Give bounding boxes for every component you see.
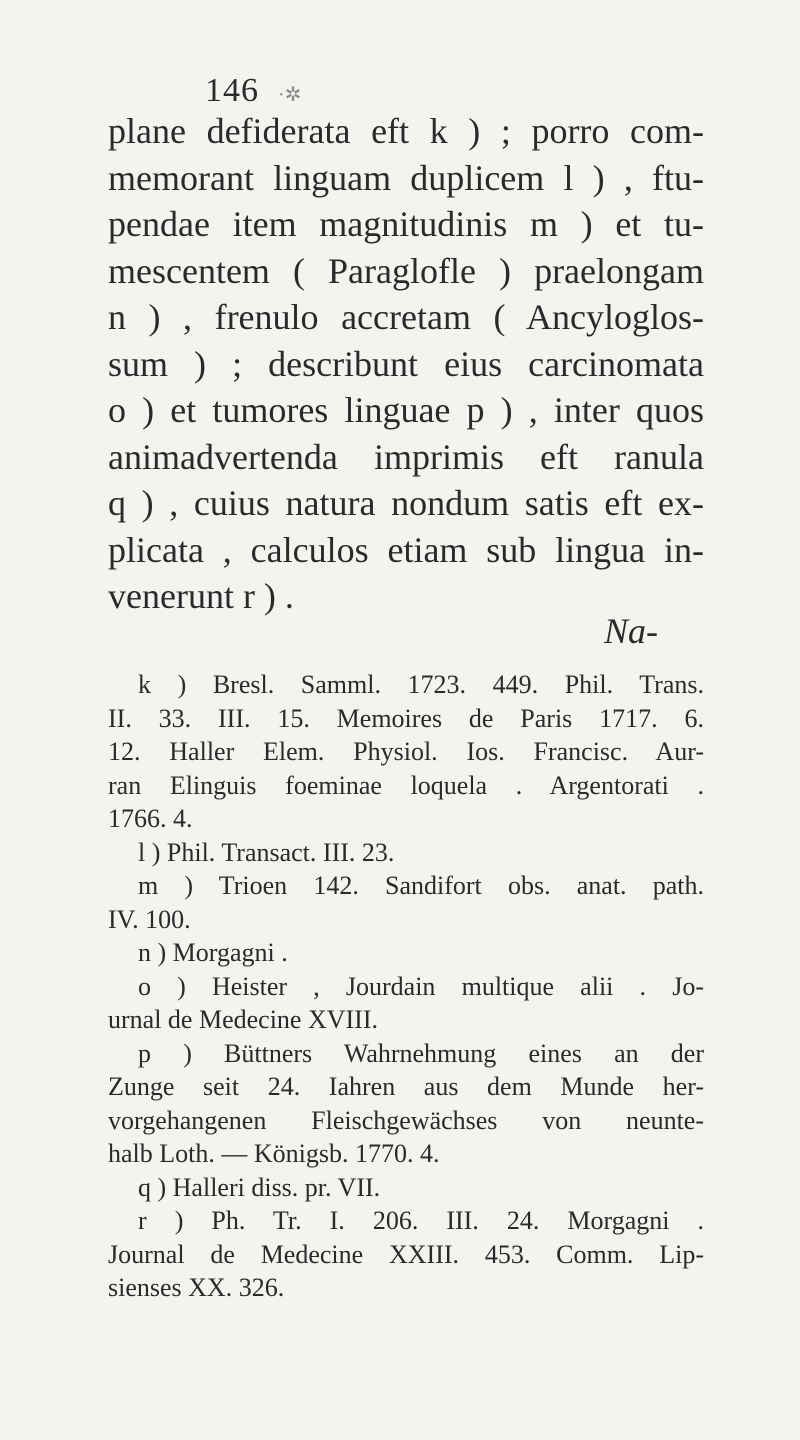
footnote-line: urnal de Medecine XVIII. [108, 1005, 378, 1034]
main-text [108, 108, 704, 620]
footnote-line: 12. Haller Elem. Physiol. Ios. Francisc. Aur- [108, 737, 704, 766]
text-line: n ) , frenulo accretam ( Ancyloglos- [108, 297, 704, 337]
footnote-line: m ) Trioen 142. Sandifort obs. anat. path. [138, 871, 704, 900]
text-line: animadvertenda imprimis eft ranula [108, 436, 704, 477]
footnote-line: II. 33. III. 15. Memoires de Paris 1717. 6. [108, 703, 704, 733]
footnote-line: IV. 100. [108, 904, 191, 934]
text-line: venerunt r ) . [108, 576, 294, 616]
text-line: plicata , calculos etiam sub lingua in- [108, 529, 704, 570]
footnote-line: 1766. 4. [108, 804, 193, 833]
footnote-line: r ) Ph. Tr. I. 206. III. 24. Morgagni . [138, 1206, 704, 1235]
text-line: mescentem ( Paraglofle ) praelongam [108, 250, 704, 291]
footnote-line: q ) Halleri diss. pr. VII. [138, 1172, 381, 1202]
ornament-mark: ·✲ [278, 84, 302, 106]
footnotes [108, 668, 704, 1305]
footnote-line: vorgehangenen Fleischgewächses von neunte- [108, 1105, 704, 1135]
text-line: sum ) ; describunt eius carcinomata [108, 343, 704, 384]
text-line: plane defiderata eft k ) ; porro com- [108, 111, 704, 151]
footnote-line: p ) Büttners Wahrnehmung eines an der [138, 1038, 704, 1068]
footnote-line: o ) Heister , Jourdain multique alii . Jo- [138, 971, 704, 1001]
footnote-line: Journal de Medecine XXIII. 453. Comm. Lip- [108, 1239, 704, 1269]
footnote-line: halb Loth. — Königsb. 1770. 4. [108, 1139, 440, 1168]
footnote-line: l ) Phil. Transact. III. 23. [138, 837, 395, 867]
text-line: q ) , cuius natura nondum satis eft ex- [108, 483, 704, 523]
text-line: o ) et tumores linguae p ) , inter quos [108, 390, 704, 430]
catchword: Na- [604, 611, 658, 651]
page-number: 146 [205, 72, 259, 109]
footnote-line: ran Elinguis foeminae loquela . Argentorati . [108, 770, 704, 800]
text-line: pendae item magnitudinis m ) et tu- [108, 204, 704, 244]
footnote-line: sienses XX. 326. [108, 1273, 285, 1302]
footnote-line: k ) Bresl. Samml. 1723. 449. Phil. Trans. [138, 670, 704, 699]
footnote-line: n ) Morgagni . [138, 938, 288, 967]
text-line: memorant linguam duplicem l ) , ftu- [108, 157, 704, 198]
footnote-line: Zunge seit 24. Iahren aus dem Munde her- [108, 1072, 704, 1101]
